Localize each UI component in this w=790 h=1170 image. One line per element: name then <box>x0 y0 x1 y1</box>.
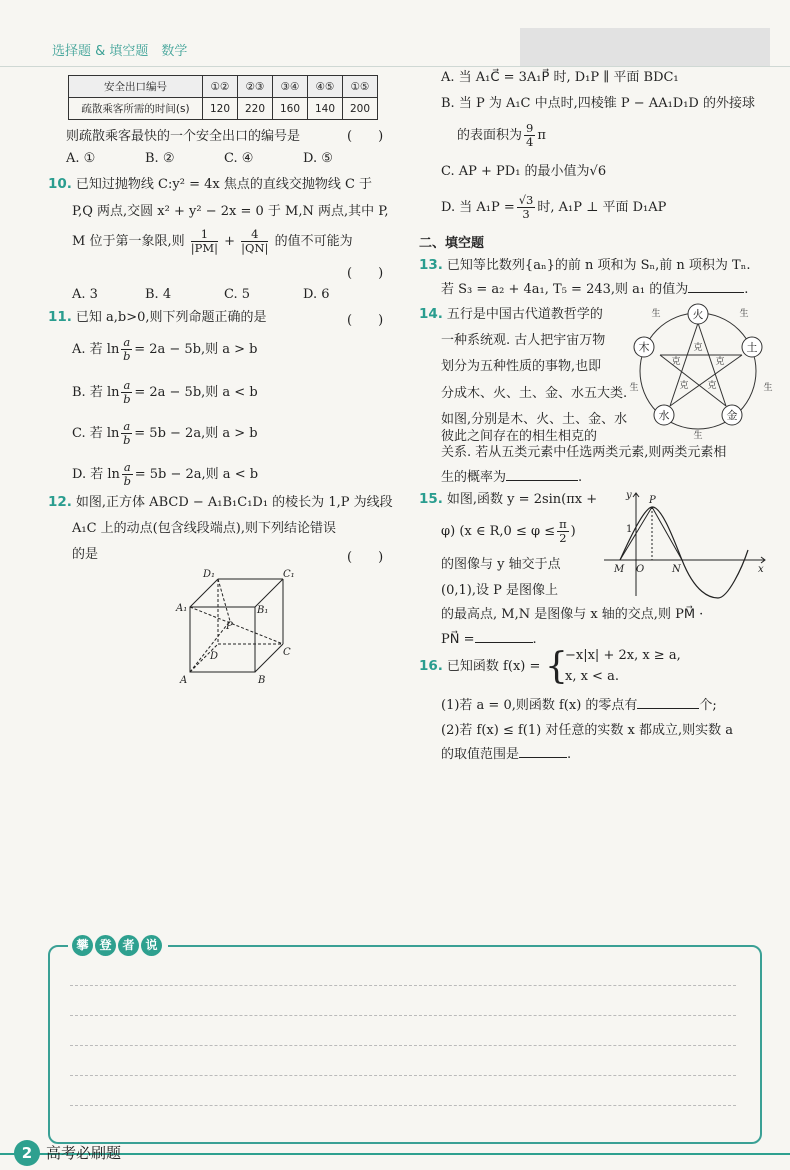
five-elements-diagram <box>628 302 776 440</box>
q14-line2: 一种系统观. 古人把宇宙万物 <box>441 333 606 348</box>
label-sheng: 生 <box>651 309 661 319</box>
element-metal: 金 <box>726 409 738 422</box>
q11-option-c: C. 若 ln $\frac{a}{b}$ = 5b − 2a,则 a > b <box>72 419 258 447</box>
q12-line1: 12. 如图,正方体 ABCD − A₁B₁C₁D₁ 的棱长为 1,P 为线段 <box>48 494 393 510</box>
q14-line3: 划分为五种性质的事物,也即 <box>441 359 602 374</box>
q12-option-b-line1: B. 当 P 为 A₁C 中点时,四棱锥 P − AA₁D₁D 的外接球 <box>441 96 755 111</box>
q10-option-d: D. 6 <box>303 287 330 302</box>
label-C1: C₁ <box>283 569 295 580</box>
q12-paren: ( ) <box>347 550 384 565</box>
element-wood: 木 <box>638 341 650 354</box>
q10-option-c: C. 5 <box>224 287 251 302</box>
answer-blank <box>475 642 533 643</box>
cube-figure <box>170 565 300 690</box>
axis-x-label: x <box>758 564 764 575</box>
label-ke: 克 <box>715 357 725 367</box>
table-row2-label: 疏散乘客所需的时间(s) <box>69 98 203 120</box>
table-cell: ①② <box>203 76 238 98</box>
q14-number: 14. <box>419 306 443 322</box>
table-cell: 200 <box>343 98 378 120</box>
fraction: $\frac{1}{|PM|}$ <box>190 227 218 255</box>
table-cell: ④⑤ <box>308 76 343 98</box>
q9-stem: 则疏散乘客最快的一个安全出口的编号是 <box>66 129 301 144</box>
answer-blank <box>506 480 578 481</box>
table-cell: ③④ <box>273 76 308 98</box>
q16-part1: (1)若 a = 0,则函数 f(x) 的零点有 个; <box>441 698 717 713</box>
q16-part2-line1: (2)若 f(x) ≤ f(1) 对任意的实数 x 都成立,则实数 a <box>441 723 733 738</box>
q14-line7: 关系. 若从五类元素中任选两类元素,则两类元素相 <box>441 445 727 460</box>
answer-blank <box>637 708 699 709</box>
q15-line6: PN⃗ = . <box>441 632 537 647</box>
axis-y-label: y <box>626 490 632 501</box>
note-line[interactable] <box>70 1105 736 1106</box>
note-line[interactable] <box>70 1075 736 1076</box>
q10-paren: ( ) <box>347 266 384 281</box>
label-D: D <box>210 651 219 662</box>
table-cell: 140 <box>308 98 343 120</box>
q16-case2: x, x < a. <box>565 669 619 684</box>
q11-stem: 11. 已知 a,b>0,则下列命题正确的是 <box>48 309 267 325</box>
section-title: 二、填空题 <box>419 236 485 251</box>
q10-number: 10. <box>48 176 72 192</box>
q14-line6: 彼此之间存在的相生相克的 <box>441 429 598 444</box>
label-C: C <box>283 647 291 658</box>
q13-line1: 13. 已知等比数列{aₙ}的前 n 项和为 Sₙ,前 n 项积为 Tₙ. <box>419 257 751 273</box>
q14-line8: 生的概率为 . <box>441 470 583 485</box>
q12-option-d: D. 当 A₁P = $\frac{√3}{3}$ 时, A₁P ⊥ 平面 D₁AP <box>441 193 667 221</box>
running-header: 选择题 & 填空题 数学 <box>52 44 188 59</box>
label-B: B <box>258 675 266 686</box>
q12-line2: A₁C 上的动点(包含线段端点),则下列结论错误 <box>72 521 336 536</box>
label-sheng: 生 <box>629 383 639 393</box>
label-ke: 克 <box>671 357 681 367</box>
label-sheng: 生 <box>763 383 773 393</box>
q10-line3: M 位于第一象限,则 $\frac{1}{|PM|}$ + $\frac{4}{|QN|}$ 的值不可能为 <box>72 227 353 255</box>
origin-O: O <box>636 564 645 575</box>
q15-line2: φ) (x ∈ R,0 ≤ φ ≤ $\frac{\pi}{2}$ ) <box>441 517 576 545</box>
table-cell: 120 <box>203 98 238 120</box>
header-decor-bar <box>520 28 770 66</box>
q12-line3: 的是 <box>72 547 99 562</box>
table-cell: 220 <box>238 98 273 120</box>
notes-char: 者 <box>118 935 139 956</box>
q13-number: 13. <box>419 257 443 273</box>
table-row1-label: 安全出口编号 <box>69 76 203 98</box>
element-water: 水 <box>658 409 670 422</box>
q12-option-a: A. 当 A₁C⃗ = 3A₁P⃗ 时, D₁P ∥ 平面 BDC₁ <box>441 70 679 85</box>
q16-number: 16. <box>419 658 443 674</box>
q11-number: 11. <box>48 309 72 325</box>
element-fire: 火 <box>692 308 704 321</box>
q15-line1: 15. 如图,函数 y = 2sin(πx + <box>419 491 598 507</box>
point-N: N <box>672 564 681 575</box>
label-A1: A₁ <box>176 603 188 614</box>
q16-case1: −x|x| + 2x, x ≥ a, <box>565 648 681 663</box>
q9-option-a: A. ① <box>66 151 96 166</box>
q15-line5: 的最高点, M,N 是图像与 x 轴的交点,则 PM⃗ · <box>441 607 704 622</box>
label-sheng: 生 <box>693 431 703 440</box>
sine-graph <box>600 488 770 600</box>
q9-option-d: D. ⑤ <box>303 151 333 166</box>
notes-char: 攀 <box>72 935 93 956</box>
exit-table <box>68 75 378 120</box>
brace: { <box>545 646 568 687</box>
q12-option-b-line2: 的表面积为 $\frac{9}{4}$ π <box>457 121 546 149</box>
label-ke: 克 <box>679 381 689 391</box>
q15-number: 15. <box>419 491 443 507</box>
answer-blank <box>688 292 744 293</box>
note-line[interactable] <box>70 985 736 986</box>
q16-stem: 16. 已知函数 f(x) = <box>419 658 541 674</box>
label-A: A <box>180 675 188 686</box>
point-M: M <box>614 564 625 575</box>
notes-title <box>68 935 168 956</box>
q11-option-d: D. 若 ln $\frac{a}{b}$ = 5b − 2a,则 a < b <box>72 460 259 488</box>
q14-line4: 分成木、火、土、金、水五大类. <box>441 386 628 401</box>
table-cell: ①⑤ <box>343 76 378 98</box>
label-D1: D₁ <box>203 569 216 580</box>
q16-part2-line2: 的取值范围是 . <box>441 747 572 762</box>
q15-line3: 的图像与 y 轴交于点 <box>441 557 561 572</box>
note-line[interactable] <box>70 1015 736 1016</box>
table-cell: 160 <box>273 98 308 120</box>
q14-line5: 如图,分别是木、火、土、金、水 <box>441 412 628 427</box>
q12-number: 12. <box>48 494 72 510</box>
label-B1: B₁ <box>257 605 269 616</box>
q13-line2: 若 S₃ = a₂ + 4a₁, T₅ = 243,则 a₁ 的值为 . <box>441 282 749 297</box>
q14-line1: 14. 五行是中国古代道教哲学的 <box>419 306 603 322</box>
q9-paren: ( ) <box>347 129 384 144</box>
q15-line4: (0,1),设 P 是图像上 <box>441 583 558 598</box>
q11-option-b: B. 若 ln $\frac{a}{b}$ = 2a − 5b,则 a < b <box>72 378 258 406</box>
q11-paren: ( ) <box>347 313 384 328</box>
label-ke: 克 <box>693 343 703 353</box>
page-number: 2 <box>14 1140 40 1166</box>
q9-option-b: B. ② <box>145 151 175 166</box>
note-line[interactable] <box>70 1045 736 1046</box>
q11-option-a: A. 若 ln $\frac{a}{b}$ = 2a − 5b,则 a > b <box>72 335 258 363</box>
tick-1: 1 <box>626 524 633 535</box>
q10-option-b: B. 4 <box>145 287 172 302</box>
notes-char: 登 <box>95 935 116 956</box>
footer <box>14 1140 121 1166</box>
answer-blank <box>519 757 567 758</box>
label-P: P <box>226 621 233 632</box>
label-ke: 克 <box>707 381 717 391</box>
q10-line2: P,Q 两点,交圆 x² + y² − 2x = 0 于 M,N 两点,其中 P, <box>72 204 389 219</box>
q10-line1: 10. 已知过抛物线 C:y² = 4x 焦点的直线交抛物线 C 于 <box>48 176 373 192</box>
footer-title: 高考必刷题 <box>46 1144 122 1162</box>
q10-option-a: A. 3 <box>72 287 98 302</box>
label-sheng: 生 <box>739 309 749 319</box>
table-cell: ②③ <box>238 76 273 98</box>
element-earth: 土 <box>746 341 758 354</box>
point-P: P <box>649 495 656 506</box>
q12-option-c: C. AP + PD₁ 的最小值为√6 <box>441 164 607 179</box>
notes-char: 说 <box>141 935 162 956</box>
fraction: $\frac{4}{|QN|}$ <box>241 227 269 255</box>
q9-option-c: C. ④ <box>224 151 254 166</box>
